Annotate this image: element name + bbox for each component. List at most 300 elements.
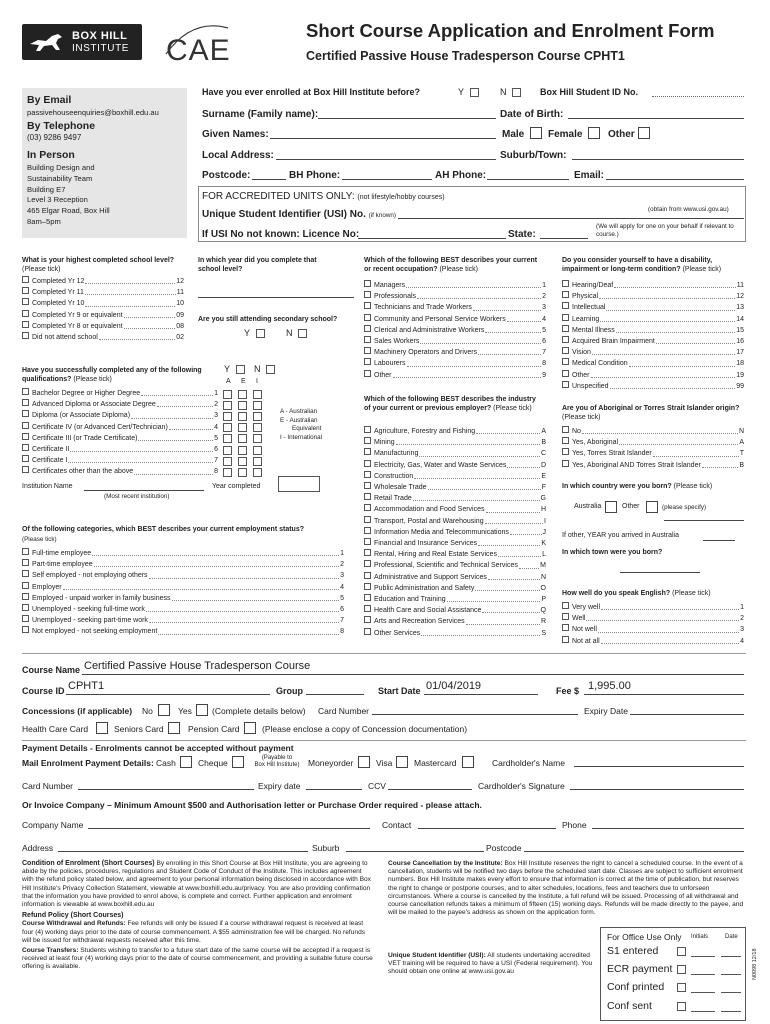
- start-date-field: [424, 694, 538, 695]
- payment-mastercard-label: Mastercard: [414, 758, 457, 768]
- industry-option-checkbox[interactable]: [364, 616, 371, 623]
- year-completed-field[interactable]: [278, 476, 320, 492]
- birth-town-question: In which town were you born?: [562, 549, 663, 556]
- licence-note: (We will apply for one on your behalf if relevant to course.): [596, 223, 734, 238]
- invoice-phone-field[interactable]: [592, 828, 744, 829]
- qual-option-checkbox[interactable]: [22, 466, 29, 473]
- qual-option-checkbox[interactable]: [22, 444, 29, 451]
- atsi-options: [562, 426, 744, 471]
- industry-option[interactable]: Manufacturing C: [364, 448, 546, 459]
- school-option-checkbox[interactable]: [22, 310, 29, 317]
- employment-option[interactable]: Full-time employee 1: [22, 548, 344, 559]
- gender-other-label: Other: [608, 129, 635, 140]
- industry-option-checkbox[interactable]: [364, 493, 371, 500]
- health-care-card-checkbox[interactable]: [96, 722, 108, 734]
- occupation-option[interactable]: Other 9: [364, 370, 546, 381]
- qual-e-checkbox[interactable]: [238, 423, 247, 432]
- contact-panel: [22, 88, 187, 238]
- contact-email[interactable]: passivehouseenquiries@boxhill.edu.au: [27, 108, 159, 117]
- industry-option[interactable]: Rental, Hiring and Real Estate Services L: [364, 549, 546, 560]
- card-signature-label: Cardholder's Signature: [478, 781, 565, 791]
- industry-question: Which of the following BEST describes the industry of your current or previous employer? (Please tick): [364, 396, 536, 412]
- card-expiry-field[interactable]: [306, 789, 362, 790]
- surname-field[interactable]: [318, 118, 496, 119]
- occupation-option[interactable]: Community and Personal Service Workers 4: [364, 314, 546, 325]
- male-checkbox[interactable]: [530, 127, 542, 139]
- employment-option-checkbox[interactable]: [22, 626, 29, 633]
- school-question: What is your highest completed school level? (Please tick): [22, 257, 175, 273]
- employment-option-checkbox[interactable]: [22, 559, 29, 566]
- occupation-option-checkbox[interactable]: [364, 370, 371, 377]
- pension-card-checkbox[interactable]: [244, 722, 256, 734]
- atsi-option[interactable]: Yes, Aboriginal AND Torres Strait Islander B: [562, 460, 744, 471]
- atsi-option[interactable]: No N: [562, 426, 744, 437]
- school-option[interactable]: Completed Yr 12 12: [22, 276, 184, 287]
- concession-expiry-field[interactable]: [630, 714, 744, 715]
- industry-option-checkbox[interactable]: [364, 628, 371, 635]
- office-sent-checkbox[interactable]: [677, 1002, 686, 1011]
- qual-option-checkbox[interactable]: [22, 410, 29, 417]
- contact-phone-heading: By Telephone: [27, 120, 96, 132]
- student-id-field[interactable]: [652, 96, 744, 97]
- industry-option[interactable]: Agriculture, Forestry and Fishing A: [364, 426, 546, 437]
- concession-yes-checkbox[interactable]: [196, 704, 208, 716]
- english-question: How well do you speak English? (Please tick): [562, 590, 711, 597]
- invoice-address-field[interactable]: [58, 851, 308, 852]
- employment-option-checkbox[interactable]: [22, 548, 29, 555]
- invoice-postcode-field[interactable]: [524, 851, 744, 852]
- occupation-option-checkbox[interactable]: [364, 325, 371, 332]
- disability-option[interactable]: Unspecified 99: [562, 381, 744, 392]
- invoice-contact-field[interactable]: [418, 828, 556, 829]
- english-option-checkbox[interactable]: [562, 602, 569, 609]
- female-checkbox[interactable]: [588, 127, 600, 139]
- industry-option-checkbox[interactable]: [364, 538, 371, 545]
- enrolled-before-question: Have you ever enrolled at Box Hill Institute before?: [202, 87, 421, 97]
- dob-field[interactable]: [568, 118, 744, 119]
- industry-option[interactable]: Transport, Postal and Warehousing I: [364, 516, 546, 527]
- ccv-label: CCV: [368, 781, 386, 791]
- english-option[interactable]: Well 2: [562, 613, 744, 624]
- employment-option[interactable]: Not employed - not seeking employment 8: [22, 626, 344, 637]
- occupation-option-checkbox[interactable]: [364, 358, 371, 365]
- disability-option[interactable]: Other 19: [562, 370, 744, 381]
- occupation-option-checkbox[interactable]: [364, 314, 371, 321]
- industry-option[interactable]: Electricity, Gas, Water and Waste Services D: [364, 460, 546, 471]
- section-divider: [22, 740, 746, 741]
- surname-label: Surname (Family name):: [202, 109, 319, 120]
- disability-option[interactable]: Physical 12: [562, 291, 744, 302]
- qual-e-checkbox[interactable]: [238, 390, 247, 399]
- licence-field[interactable]: [358, 238, 506, 239]
- office-s1-date[interactable]: [721, 956, 741, 957]
- contact-email-heading: By Email: [27, 94, 72, 106]
- qual-a-checkbox[interactable]: [223, 390, 232, 399]
- employment-question: Of the following categories, which BEST describes your current employment status?: [22, 526, 304, 533]
- industry-option-checkbox[interactable]: [364, 560, 371, 567]
- qual-option[interactable]: Advanced Diploma or Associate Degree 2: [22, 399, 218, 410]
- school-option[interactable]: Did not attend school 02: [22, 332, 184, 343]
- office-printed-checkbox[interactable]: [677, 983, 686, 992]
- english-option-checkbox[interactable]: [562, 624, 569, 631]
- employment-option[interactable]: Employer 4: [22, 582, 344, 593]
- qual-e-checkbox[interactable]: [238, 401, 247, 410]
- qual-option-checkbox[interactable]: [22, 422, 29, 429]
- office-s1-entered: S1 entered: [607, 945, 659, 957]
- enrolled-no-label: N: [500, 87, 507, 97]
- school-option-checkbox[interactable]: [22, 332, 29, 339]
- employment-option[interactable]: Part-time employee 2: [22, 559, 344, 570]
- qual-option-checkbox[interactable]: [22, 433, 29, 440]
- disability-option[interactable]: Learning 14: [562, 314, 744, 325]
- occupation-option[interactable]: Labourers 8: [364, 358, 546, 369]
- country-australia-checkbox[interactable]: [605, 501, 617, 513]
- industry-option-checkbox[interactable]: [364, 583, 371, 590]
- quals-no-checkbox[interactable]: [266, 365, 275, 374]
- industry-option[interactable]: Education and Training P: [364, 594, 546, 605]
- group-field[interactable]: [306, 694, 364, 695]
- office-ecr-date[interactable]: [721, 974, 741, 975]
- seniors-card-label: Seniors Card: [114, 724, 164, 734]
- industry-option[interactable]: Mining B: [364, 437, 546, 448]
- industry-option[interactable]: Financial and Insurance Services K: [364, 538, 546, 549]
- arrival-year-field[interactable]: [703, 540, 735, 541]
- industry-option-checkbox[interactable]: [364, 516, 371, 523]
- industry-option-checkbox[interactable]: [364, 426, 371, 433]
- email-field[interactable]: [606, 179, 744, 180]
- employment-option-checkbox[interactable]: [22, 604, 29, 611]
- industry-option-checkbox[interactable]: [364, 594, 371, 601]
- occupation-option[interactable]: Technicians and Trade Workers 3: [364, 302, 546, 313]
- dob-label: Date of Birth:: [500, 109, 564, 120]
- qual-option[interactable]: Certificate IV (or Advanced Cert/Technician) 4: [22, 422, 218, 433]
- industry-option[interactable]: Retail Trade G: [364, 493, 546, 504]
- payment-moneyorder-checkbox[interactable]: [358, 756, 370, 768]
- occupation-option-checkbox[interactable]: [364, 347, 371, 354]
- disability-option-checkbox[interactable]: [562, 314, 569, 321]
- office-s1-checkbox[interactable]: [677, 947, 686, 956]
- qual-a-checkbox[interactable]: [223, 457, 232, 466]
- occupation-option[interactable]: Machinery Operators and Drivers 7: [364, 347, 546, 358]
- concessions-label: Concessions (if applicable): [22, 706, 133, 716]
- industry-option-checkbox[interactable]: [364, 572, 371, 579]
- invoice-phone-label: Phone: [562, 820, 587, 830]
- female-label: Female: [548, 129, 583, 140]
- institution-field[interactable]: [84, 490, 204, 491]
- qual-i-checkbox[interactable]: [253, 401, 262, 410]
- atsi-option-checkbox[interactable]: [562, 426, 569, 433]
- qual-e-checkbox[interactable]: [238, 434, 247, 443]
- fee-value[interactable]: 1,995.00: [588, 680, 631, 692]
- school-option[interactable]: Completed Yr 9 or equivalent 09: [22, 310, 184, 321]
- industry-option[interactable]: Construction E: [364, 471, 546, 482]
- industry-option[interactable]: Other Services S: [364, 628, 546, 639]
- invoice-postcode-label: Postcode: [486, 843, 522, 853]
- health-care-card-label: Health Care Card: [22, 724, 89, 734]
- school-option-checkbox[interactable]: [22, 321, 29, 328]
- secondary-no-checkbox[interactable]: [298, 329, 307, 338]
- gender-other-checkbox[interactable]: [638, 127, 650, 139]
- payment-heading: Payment Details - Enrolments cannot be accepted without payment: [22, 743, 294, 753]
- quals-col-e: E: [241, 378, 246, 385]
- employment-option[interactable]: Employed - unpaid worker in family business 5: [22, 593, 344, 604]
- office-ecr-initials[interactable]: [691, 974, 715, 975]
- disability-option-checkbox[interactable]: [562, 347, 569, 354]
- school-option[interactable]: Completed Yr 8 or equivalent 08: [22, 321, 184, 332]
- fee-field: [584, 694, 744, 695]
- conditions-left-column: [22, 860, 374, 972]
- employment-option[interactable]: Unemployed - seeking part-time work 7: [22, 615, 344, 626]
- industry-option-checkbox[interactable]: [364, 527, 371, 534]
- qual-e-checkbox[interactable]: [238, 457, 247, 466]
- employment-option[interactable]: Self employed - not employing others 3: [22, 570, 344, 581]
- qual-a-checkbox[interactable]: [223, 434, 232, 443]
- english-option[interactable]: Not at all 4: [562, 636, 744, 647]
- school-year-question: In which year did you complete that school level?: [198, 257, 317, 273]
- office-printed-initials[interactable]: [691, 992, 715, 993]
- industry-option[interactable]: Administrative and Support Services N: [364, 572, 546, 583]
- given-names-label: Given Names:: [202, 129, 269, 140]
- atsi-option-checkbox[interactable]: [562, 448, 569, 455]
- atsi-option[interactable]: Yes, Torres Strait Islander T: [562, 448, 744, 459]
- disability-option-checkbox[interactable]: [562, 358, 569, 365]
- office-printed-date[interactable]: [721, 992, 741, 993]
- school-year-field[interactable]: [198, 297, 354, 298]
- disability-option-checkbox[interactable]: [562, 370, 569, 377]
- enrolled-yes-checkbox[interactable]: [470, 88, 479, 97]
- payment-cheque-checkbox[interactable]: [232, 756, 244, 768]
- suburb-field[interactable]: [572, 159, 744, 160]
- page-title: Short Course Application and Enrolment Form: [306, 20, 715, 41]
- institution-label: Institution Name: [22, 483, 73, 490]
- office-conf-sent: Conf sent: [607, 1000, 652, 1012]
- industry-options: [364, 426, 546, 639]
- qual-option-checkbox[interactable]: [22, 455, 29, 462]
- school-option-checkbox[interactable]: [22, 298, 29, 305]
- school-option[interactable]: Completed Yr 11 11: [22, 287, 184, 298]
- contact-phone: (03) 9286 9497: [27, 133, 82, 142]
- qual-i-checkbox[interactable]: [253, 434, 262, 443]
- qual-e-checkbox[interactable]: [238, 446, 247, 455]
- cardholder-name-field[interactable]: [574, 766, 744, 767]
- disability-option[interactable]: Medical Condition 18: [562, 358, 744, 369]
- start-date-value[interactable]: 01/04/2019: [426, 680, 482, 692]
- enrolled-no-checkbox[interactable]: [512, 88, 521, 97]
- english-option[interactable]: Very well 1: [562, 602, 744, 613]
- industry-option-checkbox[interactable]: [364, 482, 371, 489]
- postcode-field[interactable]: [252, 179, 286, 180]
- contact-person-line: 8am–5pm: [27, 216, 61, 226]
- concession-card-number-field[interactable]: [372, 714, 578, 715]
- disability-option[interactable]: Hearing/Deaf 11: [562, 280, 744, 291]
- enrolment-conditions: Condition of Enrolment (Short Courses) By enrolling in this Short Course at Box Hill Institute, you are agreeing to abide by the policies, procedures, regulations and Student Code of Conduct of the Institute. This includes agreement with the refund policy stated below, and agreement to your personal information being disclosed in accordance with Box Hill Institute's Privacy Collection Statement, viewable at www.boxhill.edu.au/privacy. You are also providing confirmation that the information you have provided to enrol above, is complete and correct. Further application and enrolment information is viewable at www.boxhill.edu.au: [22, 860, 371, 909]
- english-option-checkbox[interactable]: [562, 613, 569, 620]
- employment-option[interactable]: Unemployed - seeking full-time work 6: [22, 604, 344, 615]
- qual-option[interactable]: Certificate III (or Trade Certificate) 5: [22, 433, 218, 444]
- industry-option[interactable]: Arts and Recreation Services R: [364, 616, 546, 627]
- disability-option[interactable]: Intellectual 13: [562, 302, 744, 313]
- disability-option-checkbox[interactable]: [562, 280, 569, 287]
- concession-no-label: No: [142, 706, 153, 716]
- office-ecr-checkbox[interactable]: [677, 965, 686, 974]
- conditions-right-column: [388, 860, 744, 917]
- concession-yes-label: Yes: [178, 706, 192, 716]
- qual-option[interactable]: Certificate II 6: [22, 444, 218, 455]
- qual-i-checkbox[interactable]: [253, 390, 262, 399]
- english-option-checkbox[interactable]: [562, 636, 569, 643]
- atsi-option-checkbox[interactable]: [562, 460, 569, 467]
- atsi-option[interactable]: Yes, Aboriginal A: [562, 437, 744, 448]
- qual-a-checkbox[interactable]: [223, 468, 232, 477]
- secondary-yes-checkbox[interactable]: [256, 329, 265, 338]
- industry-option[interactable]: Professional, Scientific and Technical Services M: [364, 560, 546, 571]
- email-label: Email:: [574, 170, 605, 181]
- seniors-card-checkbox[interactable]: [168, 722, 180, 734]
- cae-logo: CAE: [162, 24, 232, 68]
- industry-option-checkbox[interactable]: [364, 504, 371, 511]
- industry-option-checkbox[interactable]: [364, 460, 371, 467]
- qual-option[interactable]: Certificate I 7: [22, 455, 218, 466]
- qual-option[interactable]: Diploma (or Associate Diploma) 3: [22, 410, 218, 421]
- industry-option[interactable]: Wholesale Trade F: [364, 482, 546, 493]
- country-other-checkbox[interactable]: [646, 501, 658, 513]
- disability-option[interactable]: Mental Illness 15: [562, 325, 744, 336]
- english-option[interactable]: Not well 3: [562, 624, 744, 635]
- page-subtitle: Certified Passive House Tradesperson Course CPHT1: [306, 49, 625, 63]
- occupation-option[interactable]: Clerical and Administrative Workers 5: [364, 325, 546, 336]
- course-name-value[interactable]: Certified Passive House Tradesperson Course: [84, 660, 311, 672]
- occupation-option[interactable]: Professionals 2: [364, 291, 546, 302]
- office-s1-initials[interactable]: [691, 956, 715, 957]
- qual-i-checkbox[interactable]: [253, 468, 262, 477]
- ccv-field[interactable]: [388, 789, 472, 790]
- qual-i-checkbox[interactable]: [253, 446, 262, 455]
- birth-town-field[interactable]: [620, 572, 700, 573]
- bh-phone-label: BH Phone:: [289, 170, 341, 181]
- occupation-option[interactable]: Sales Workers 6: [364, 336, 546, 347]
- quals-legend: A - Australian E - Australian Equivalent I - International: [280, 408, 323, 441]
- company-name-label: Company Name: [22, 820, 84, 830]
- cheque-payable-note: (Payable to Box Hill Institute): [254, 755, 300, 768]
- employment-option-checkbox[interactable]: [22, 615, 29, 622]
- ah-phone-field[interactable]: [487, 179, 569, 180]
- occupation-option-checkbox[interactable]: [364, 336, 371, 343]
- card-expiry-label: Expiry date: [258, 781, 301, 791]
- employment-option-checkbox[interactable]: [22, 593, 29, 600]
- industry-option-checkbox[interactable]: [364, 448, 371, 455]
- course-id-value[interactable]: CPHT1: [68, 680, 105, 692]
- qual-a-checkbox[interactable]: [223, 446, 232, 455]
- office-sent-date[interactable]: [721, 1011, 741, 1012]
- qual-i-checkbox[interactable]: [253, 423, 262, 432]
- industry-option[interactable]: Accommodation and Food Services H: [364, 504, 546, 515]
- qual-option[interactable]: Bachelor Degree or Higher Degree 1: [22, 388, 218, 399]
- occupation-option[interactable]: Managers 1: [364, 280, 546, 291]
- disability-question: Do you consider yourself to have a disability, impairment or long-term condition? (Please tick): [562, 257, 722, 273]
- usi-field[interactable]: [398, 218, 744, 219]
- card-signature-field[interactable]: [570, 789, 744, 790]
- school-option-checkbox[interactable]: [22, 276, 29, 283]
- concession-details-note: (Complete details below): [212, 706, 306, 716]
- disability-option-checkbox[interactable]: [562, 302, 569, 309]
- qual-i-checkbox[interactable]: [253, 457, 262, 466]
- qual-option-checkbox[interactable]: [22, 399, 29, 406]
- school-option[interactable]: Completed Yr 10 10: [22, 298, 184, 309]
- country-other-field[interactable]: [664, 520, 744, 521]
- quals-yes-checkbox[interactable]: [236, 365, 245, 374]
- disability-option[interactable]: Vision 17: [562, 347, 744, 358]
- occupation-option-checkbox[interactable]: [364, 302, 371, 309]
- refund-policy-heading: Refund Policy (Short Courses): [22, 912, 124, 920]
- card-number-field[interactable]: [78, 789, 254, 790]
- invoice-heading: Or Invoice Company – Minimum Amount $500 and Authorisation letter or Purchase Order required - please attach.: [22, 800, 482, 810]
- invoice-address-label: Address: [22, 843, 54, 853]
- secondary-question: Are you still attending secondary school?: [198, 316, 338, 323]
- industry-option-checkbox[interactable]: [364, 605, 371, 612]
- disability-option-checkbox[interactable]: [562, 325, 569, 332]
- industry-option[interactable]: Health Care and Social Assistance Q: [364, 605, 546, 616]
- horse-icon: [28, 30, 68, 54]
- industry-option[interactable]: Information Media and Telecommunications J: [364, 527, 546, 538]
- qual-a-checkbox[interactable]: [223, 412, 232, 421]
- quals-no-label: N: [254, 364, 261, 374]
- office-sent-initials[interactable]: [691, 1011, 715, 1012]
- qual-a-checkbox[interactable]: [223, 423, 232, 432]
- school-option-checkbox[interactable]: [22, 287, 29, 294]
- industry-option-checkbox[interactable]: [364, 437, 371, 444]
- employment-option-checkbox[interactable]: [22, 570, 29, 577]
- industry-option[interactable]: Public Administration and Safety O: [364, 583, 546, 594]
- employment-option-checkbox[interactable]: [22, 582, 29, 589]
- payment-visa-label: Visa: [376, 758, 393, 768]
- bh-phone-field[interactable]: [342, 179, 432, 180]
- qual-e-checkbox[interactable]: [238, 468, 247, 477]
- concession-no-checkbox[interactable]: [158, 704, 170, 716]
- usi-requirement: Unique Student Identifier (USI): All students undertaking accredited VET training will be required to have a USI (Federal requirement). You should obtain one online at www.usi.gov.au: [388, 952, 593, 976]
- occupation-option-checkbox[interactable]: [364, 280, 371, 287]
- payment-cash-checkbox[interactable]: [180, 756, 192, 768]
- disability-option-checkbox[interactable]: [562, 336, 569, 343]
- qual-option-checkbox[interactable]: [22, 388, 29, 395]
- disability-option-checkbox[interactable]: [562, 381, 569, 388]
- secondary-no-label: N: [286, 328, 293, 338]
- qual-option[interactable]: Certificates other than the above 8: [22, 466, 218, 477]
- qual-e-checkbox[interactable]: [238, 412, 247, 421]
- male-label: Male: [502, 129, 525, 140]
- occupation-question: Which of the following BEST describes your current or recent occupation? (Please tick): [364, 257, 538, 273]
- course-id-label: Course ID: [22, 686, 65, 696]
- industry-option-checkbox[interactable]: [364, 471, 371, 478]
- disability-option-checkbox[interactable]: [562, 291, 569, 298]
- card-number-label: Card Number: [22, 781, 74, 791]
- contact-person-line: 465 Elgar Road, Box Hill: [27, 206, 110, 216]
- qual-a-checkbox[interactable]: [223, 401, 232, 410]
- given-names-field[interactable]: [270, 138, 496, 139]
- qual-i-checkbox[interactable]: [253, 412, 262, 421]
- invoice-suburb-field[interactable]: [346, 851, 484, 852]
- disability-option[interactable]: Acquired Brain Impairment 16: [562, 336, 744, 347]
- occupation-option-checkbox[interactable]: [364, 291, 371, 298]
- english-options: [562, 602, 744, 647]
- industry-option-checkbox[interactable]: [364, 549, 371, 556]
- company-name-field[interactable]: [88, 828, 370, 829]
- atsi-option-checkbox[interactable]: [562, 437, 569, 444]
- local-address-field[interactable]: [276, 159, 496, 160]
- payment-mastercard-checkbox[interactable]: [462, 756, 474, 768]
- payment-visa-checkbox[interactable]: [396, 756, 408, 768]
- state-field[interactable]: [540, 238, 588, 239]
- atsi-question: Are you of Aboriginal or Torres Strait Islander origin? (Please tick): [562, 405, 740, 421]
